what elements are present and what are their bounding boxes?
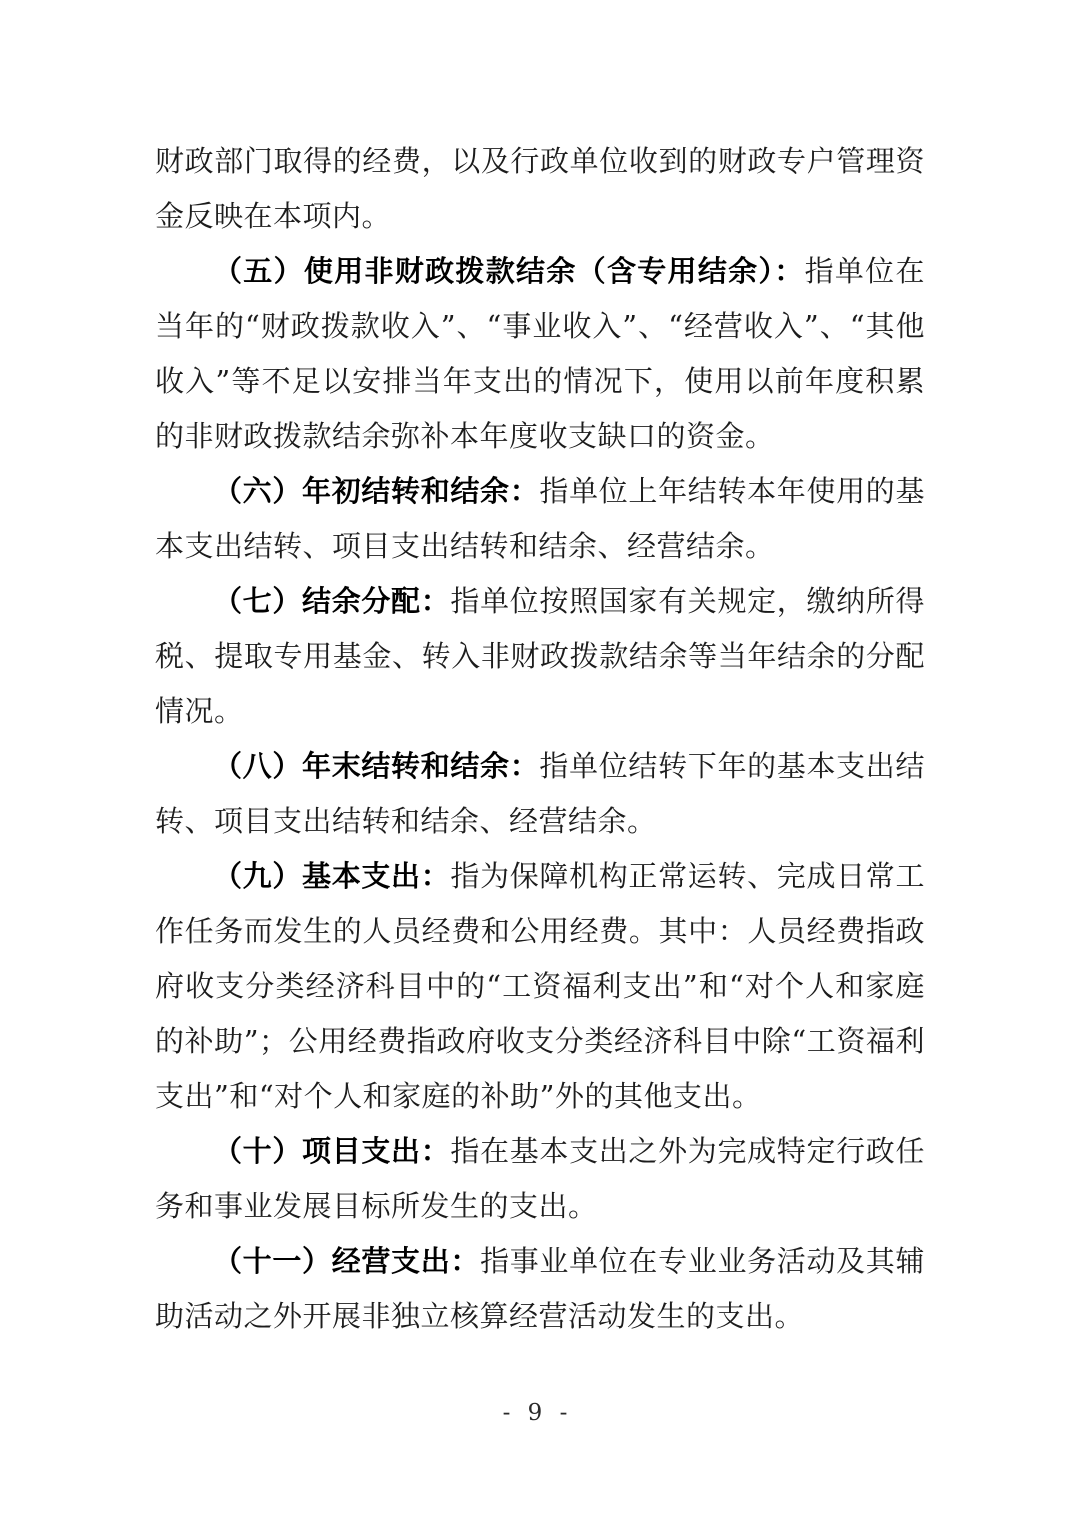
paragraph	[155, 244, 925, 464]
paragraph-heading: （五）使用非财政拨款结余（含专用结余）：	[213, 254, 805, 288]
paragraph	[155, 1234, 925, 1344]
page-number: - 9 -	[502, 1400, 573, 1426]
paragraph-heading: （十）项目支出：	[213, 1134, 451, 1168]
paragraph-text: 指单位在当年的“财政拨款收入”、“事业收入”、“经营收入”、“其他收入”等不足以安排当年支出的情况下，使用以前年度积累的非财政拨款结余弥补本年度收支缺口的资金。	[155, 254, 925, 453]
paragraph-text: 指单位上年结转本年使用的基本支出结转、项目支出结转和结余、经营结余。	[155, 474, 925, 563]
paragraph-text: 指在基本支出之外为完成特定行政任务和事业发展目标所发生的支出。	[155, 1134, 925, 1223]
paragraph-heading: （十一）经营支出：	[213, 1244, 481, 1278]
paragraph-text: 指单位按照国家有关规定，缴纳所得税、提取专用基金、转入非财政拨款结余等当年结余的分配情况。	[155, 584, 925, 728]
paragraph	[155, 1124, 925, 1234]
paragraph	[155, 134, 925, 244]
paragraph-text: 指单位结转下年的基本支出结转、项目支出结转和结余、经营结余。	[155, 749, 925, 838]
paragraph-heading: （六）年初结转和结余：	[213, 474, 540, 508]
paragraph	[155, 464, 925, 574]
paragraph-heading: （八）年末结转和结余：	[213, 749, 540, 783]
paragraph-text: 指事业单位在专业业务活动及其辅助活动之外开展非独立核算经营活动发生的支出。	[155, 1244, 925, 1333]
paragraph-text: 财政部门取得的经费，以及行政单位收到的财政专户管理资金反映在本项内。	[155, 144, 925, 233]
document-body	[155, 134, 925, 1344]
paragraph-heading: （七）结余分配：	[213, 584, 451, 618]
paragraph-heading: （九）基本支出：	[213, 859, 451, 893]
paragraph	[155, 574, 925, 739]
paragraph-text: 指为保障机构正常运转、完成日常工作任务而发生的人员经费和公用经费。其中：人员经费指政府收支分类经济科目中的“工资福利支出”和“对个人和家庭的补助”；公用经费指政府收支分类经济科目中除“工资福利支出”和“对个人和家庭的补助”外的其他支出。	[155, 859, 925, 1113]
paragraph	[155, 739, 925, 849]
paragraph	[155, 849, 925, 1124]
